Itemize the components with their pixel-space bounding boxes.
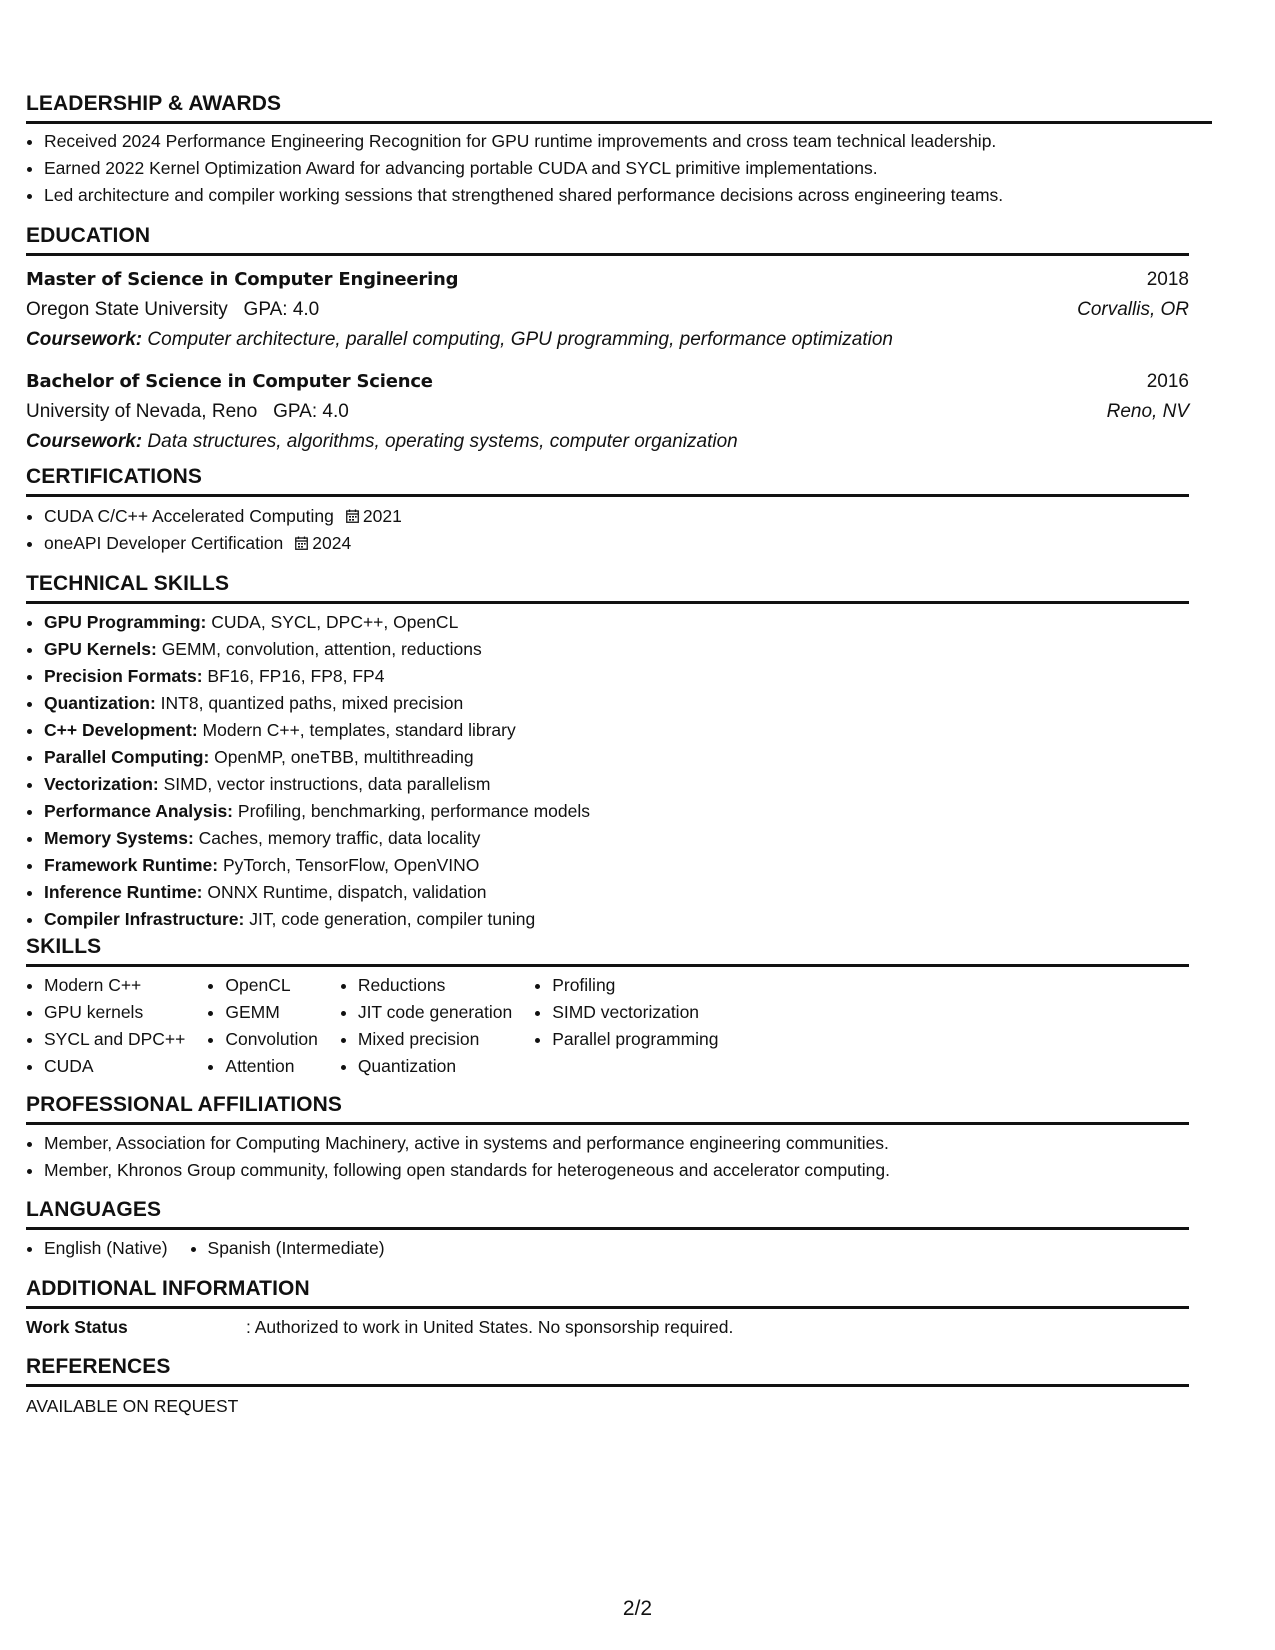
section-references	[26, 1355, 1189, 1420]
section-education	[26, 224, 1189, 457]
section-divider	[26, 1306, 1189, 1309]
page-number: 2/2	[622, 1597, 653, 1620]
section-title-leadership: LEADERSHIP & AWARDS	[26, 92, 282, 115]
skill-value: INT8, quantized paths, mixed precision	[160, 693, 464, 713]
language-item	[26, 1235, 168, 1262]
list-item: • Member, Khronos Group community, following open standards for heterogeneous and accelerator computing.	[44, 1157, 1189, 1184]
list-item: • Earned 2022 Kernel Optimization Award for advancing portable CUDA and SYCL primitive implementations.	[44, 155, 1212, 182]
section-technical-skills	[26, 572, 1189, 933]
list-item	[44, 744, 1189, 771]
skill-value: Caches, memory traffic, data locality	[198, 828, 481, 848]
work-status-label: Work Status	[26, 1317, 128, 1337]
section-languages	[26, 1198, 1189, 1262]
list-item	[44, 663, 1189, 690]
school-location: Corvallis, OR	[1077, 299, 1189, 320]
section-divider	[26, 601, 1189, 604]
list-item	[44, 717, 1189, 744]
certification-name: oneAPI Developer Certification	[44, 533, 284, 553]
list-item: • GEMM	[225, 999, 317, 1026]
skill-label: Memory Systems:	[44, 828, 194, 848]
affiliations-list	[26, 1130, 1189, 1184]
list-item	[44, 852, 1189, 879]
skill-value: ONNX Runtime, dispatch, validation	[207, 882, 487, 902]
list-item	[44, 879, 1189, 906]
skills-column	[534, 972, 718, 1080]
list-item: • Modern C++	[44, 972, 185, 999]
list-item	[44, 771, 1189, 798]
coursework-text: Data structures, algorithms, operating systems, computer organization	[147, 431, 738, 452]
work-status-value: : Authorized to work in United States. No sponsorship required.	[246, 1317, 734, 1337]
list-item: • Reductions	[358, 972, 512, 999]
section-title-certifications: CERTIFICATIONS	[26, 465, 203, 488]
list-item	[44, 690, 1189, 717]
leadership-list	[26, 128, 1212, 209]
section-certifications	[26, 465, 1189, 557]
degree-name: Master of Science in Computer Engineering	[26, 269, 459, 290]
section-additional-info	[26, 1277, 1189, 1341]
graduation-year: 2018	[1146, 269, 1189, 290]
section-title-references: REFERENCES	[26, 1355, 171, 1378]
skill-value: GEMM, convolution, attention, reductions	[161, 639, 482, 659]
calendar-icon	[346, 509, 359, 523]
education-entry	[26, 367, 1189, 457]
certification-year: 2024	[312, 533, 352, 553]
list-item: • Parallel programming	[552, 1026, 718, 1053]
section-divider	[26, 253, 1189, 256]
section-affiliations	[26, 1093, 1189, 1184]
skill-label: GPU Kernels:	[44, 639, 157, 659]
list-item: • Led architecture and compiler working sessions that strengthened shared performance decisions across engineering teams.	[44, 182, 1212, 209]
school-location: Reno, NV	[1106, 401, 1189, 422]
certifications-list	[26, 503, 1189, 557]
languages-row	[26, 1235, 1189, 1262]
coursework-text: Computer architecture, parallel computing, GPU programming, performance optimization	[147, 329, 893, 350]
skills-column	[207, 972, 317, 1080]
list-item: • SYCL and DPC++	[44, 1026, 185, 1053]
list-item	[44, 503, 1189, 530]
school-name: Oregon State University	[26, 299, 228, 320]
certification-year: 2021	[362, 506, 402, 526]
skill-value: OpenMP, oneTBB, multithreading	[214, 747, 474, 767]
certification-name: CUDA C/C++ Accelerated Computing	[44, 506, 334, 526]
skill-value: JIT, code generation, compiler tuning	[249, 909, 536, 929]
list-item: • Spanish (Intermediate)	[208, 1235, 385, 1262]
skills-column	[340, 972, 512, 1080]
skill-value: SIMD, vector instructions, data parallelism	[163, 774, 491, 794]
list-item: • Quantization	[358, 1053, 512, 1080]
skill-value: BF16, FP16, FP8, FP4	[207, 666, 385, 686]
section-divider	[26, 121, 1212, 124]
skill-label: Performance Analysis:	[44, 801, 234, 821]
section-title-additional-info: ADDITIONAL INFORMATION	[26, 1277, 310, 1300]
section-title-education: EDUCATION	[26, 224, 151, 247]
skill-label: Inference Runtime:	[44, 882, 203, 902]
skill-label: Quantization:	[44, 693, 156, 713]
section-title-affiliations: PROFESSIONAL AFFILIATIONS	[26, 1093, 342, 1116]
language-item	[190, 1235, 385, 1262]
list-item: • Member, Association for Computing Machinery, active in systems and performance engineering communities.	[44, 1130, 1189, 1157]
list-item: • Received 2024 Performance Engineering Recognition for GPU runtime improvements and cross team technical leadership.	[44, 128, 1212, 155]
work-status-row	[26, 1314, 1189, 1341]
list-item	[44, 636, 1189, 663]
references-text: AVAILABLE ON REQUEST	[26, 1396, 239, 1416]
list-item	[44, 609, 1189, 636]
list-item	[44, 825, 1189, 852]
list-item	[44, 530, 1189, 557]
list-item: • Convolution	[225, 1026, 317, 1053]
technical-skills-list	[26, 609, 1189, 933]
coursework-label: Coursework:	[26, 329, 143, 350]
coursework-label: Coursework:	[26, 431, 143, 452]
calendar-icon	[295, 536, 308, 550]
skill-label: Compiler Infrastructure:	[44, 909, 245, 929]
section-leadership	[26, 92, 1212, 209]
section-title-languages: LANGUAGES	[26, 1198, 162, 1221]
gpa: GPA: 4.0	[243, 299, 320, 320]
skill-label: Precision Formats:	[44, 666, 203, 686]
list-item	[44, 798, 1189, 825]
skill-value: Profiling, benchmarking, performance models	[237, 801, 591, 821]
degree-name: Bachelor of Science in Computer Science	[26, 371, 433, 392]
skill-label: Parallel Computing:	[44, 747, 210, 767]
list-item: • English (Native)	[44, 1235, 168, 1262]
list-item: • OpenCL	[225, 972, 317, 999]
skills-columns	[26, 972, 1189, 1080]
graduation-year: 2016	[1146, 371, 1189, 392]
school-name: University of Nevada, Reno	[26, 401, 258, 422]
list-item: • Profiling	[552, 972, 718, 999]
list-item: • SIMD vectorization	[552, 999, 718, 1026]
section-divider	[26, 1227, 1189, 1230]
skill-value: CUDA, SYCL, DPC++, OpenCL	[211, 612, 459, 632]
list-item: • Attention	[225, 1053, 317, 1080]
skill-label: Vectorization:	[44, 774, 159, 794]
skill-value: PyTorch, TensorFlow, OpenVINO	[222, 855, 480, 875]
education-entry	[26, 265, 1189, 355]
skill-label: GPU Programming:	[44, 612, 207, 632]
skill-label: C++ Development:	[44, 720, 198, 740]
list-item: • JIT code generation	[358, 999, 512, 1026]
section-divider	[26, 964, 1189, 967]
section-title-technical-skills: TECHNICAL SKILLS	[26, 572, 230, 595]
skill-label: Framework Runtime:	[44, 855, 219, 875]
list-item: • CUDA	[44, 1053, 185, 1080]
section-skills	[26, 935, 1189, 1080]
skills-column	[26, 972, 185, 1080]
skill-value: Modern C++, templates, standard library	[202, 720, 516, 740]
section-title-skills: SKILLS	[26, 935, 102, 958]
section-divider	[26, 1122, 1189, 1125]
section-divider	[26, 1384, 1189, 1387]
gpa: GPA: 4.0	[273, 401, 349, 422]
list-item: • Mixed precision	[358, 1026, 512, 1053]
section-divider	[26, 494, 1189, 497]
list-item	[44, 906, 1189, 933]
list-item: • GPU kernels	[44, 999, 185, 1026]
